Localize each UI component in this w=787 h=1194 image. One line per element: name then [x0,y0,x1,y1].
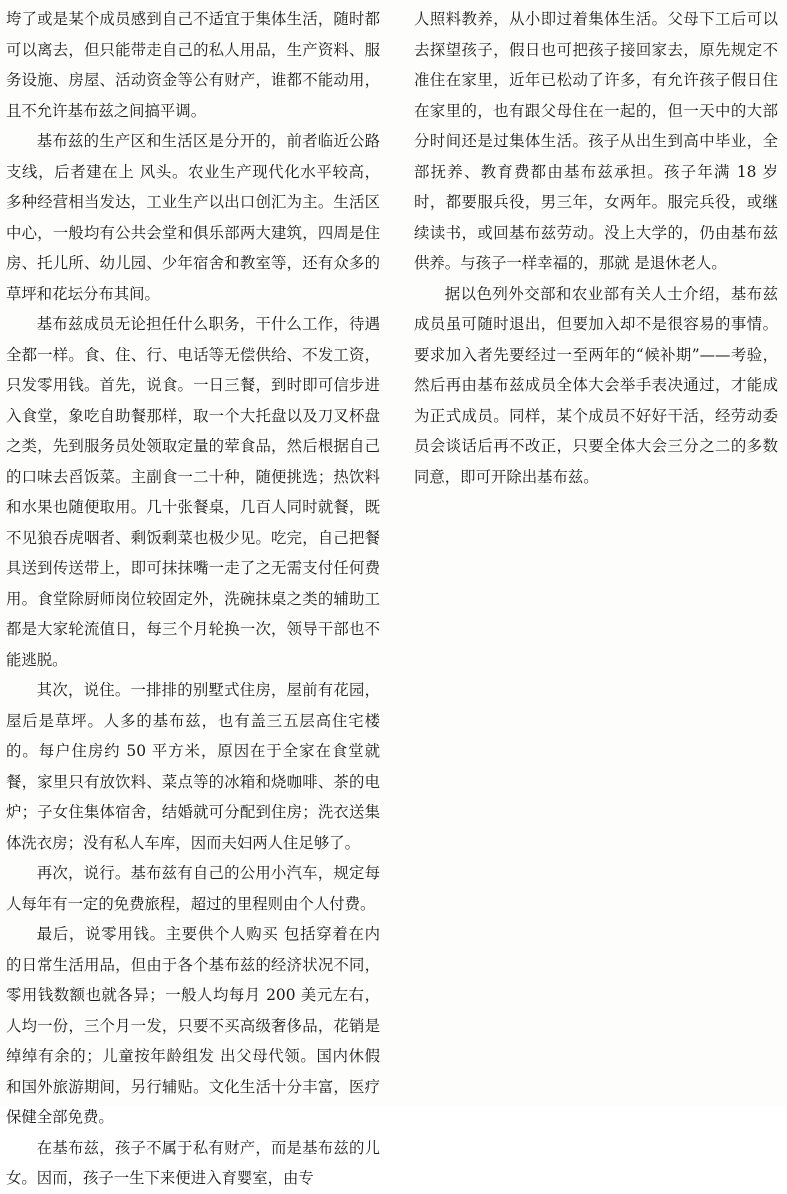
paragraph: 最后，说零用钱。主要供个人购买 包括穿着在内的日常生活用品，但由于各个基布兹的经济状况不同，零用钱数额也就各异；一般人均每月 200 美元左右，人均一份，三个月一发，只要不买高级奢侈品，花销是绰绰有余的；儿童按年龄组发 出父母代领。国内休假和国外旅游期间，另行辅贴。文化生活十分丰富，医疗保健全部免费。 [6,925,380,1126]
paragraph: 人照料教养，从小即过着集体生活。父母下工后可以去探望孩子，假日也可把孩子接回家去，原先规定不准住在家里，近年已松动了许多，有允许孩子假日住在家里的，也有跟父母住在一起的，但一天中的大部分时间还是过集体生活。孩子从出生到高中毕业，全部抚养、教育费都由基布兹承担。孩子年满 18 岁时，都要服兵役，男三年，女两年。服完兵役，或继续读书，或回基布兹劳动。没上大学的，仍由基布兹供养。与孩子一样幸福的，那就 是退休老人。 [414,10,778,272]
right-column [414,4,778,492]
paragraph: 其次，说住。一排排的别墅式住房，屋前有花园，屋后是草坪。人多的基布兹，也有盖三五层高住宅楼的。每户住房约 50 平方米，原因在于全家在食堂就餐，家里只有放饮料、菜点等的冰箱和烧咖啡、茶的电炉；子女住集体宿舍，结婚就可分配到住房；洗衣送集体洗衣房；没有私人车库，因而夫妇两人住足够了。 [6,681,380,852]
paragraph: 基布兹成员无论担任什么职务，干什么工作，待遇全都一样。食、住、行、电话等无偿供给、不发工资，只发零用钱。首先，说食。一日三餐，到时即可信步进入食堂，象吃自助餐那样，取一个大托盘以及刀叉杯盘之类，先到服务员处领取定量的荤食品，然后根据自己的口味去舀饭菜。主副食一二十种，随便挑选；热饮料和水果也随便取用。几十张餐桌，几百人同时就餐，既不见狼吞虎咽者、剩饭剩菜也极少见。吃完，自己把餐具送到传送带上，即可抹抹嘴一走了之无需支付任何费用。食堂除厨师岗位较固定外，洗碗抹桌之类的辅助工都是大家轮流值日，每三个月轮换一次，领导干部也不能逃脱。 [6,315,380,669]
paragraph: 基布兹的生产区和生活区是分开的，前者临近公路支线，后者建在上 风头。农业生产现代化水平较高，多种经营相当发达，工业生产以出口创汇为主。生活区中心，一般均有公共会堂和俱乐部两大建筑，四周是住房、托儿所、幼儿园、少年宿舍和教室等，还有众多的草坪和花坛分布其间。 [6,132,380,303]
paragraph: 据以色列外交部和农业部有关人士介绍，基布兹成员虽可随时退出，但要加入却不是很容易的事情。要求加入者先要经过一至两年的“候补期”——考验，然后再由基布兹成员全体大会举手表决通过，才能成为正式成员。同样，某个成员不好好干活，经劳动委员会谈话后再不改正，只要全体大会三分之二的多数同意，即可开除出基布兹。 [414,284,778,486]
paragraph: 再次，说行。基布兹有自己的公用小汽车，规定每人每年有一定的免费旅程，超过的里程则由个人付费。 [6,864,380,913]
paragraph: 在基布兹，孩子不属于私有财产，而是基布兹的儿女。因而，孩子一生下来便进入育婴室，由专 [6,1138,380,1187]
left-column [6,4,380,1194]
paragraph: 垮了或是某个成员感到自己不适宜于集体生活，随时都可以离去，但只能带走自己的私人用品，生产资料、服务设施、房屋、活动资金等公有财产，谁都不能动用，且不允许基布兹之间搞平调。 [6,10,380,120]
